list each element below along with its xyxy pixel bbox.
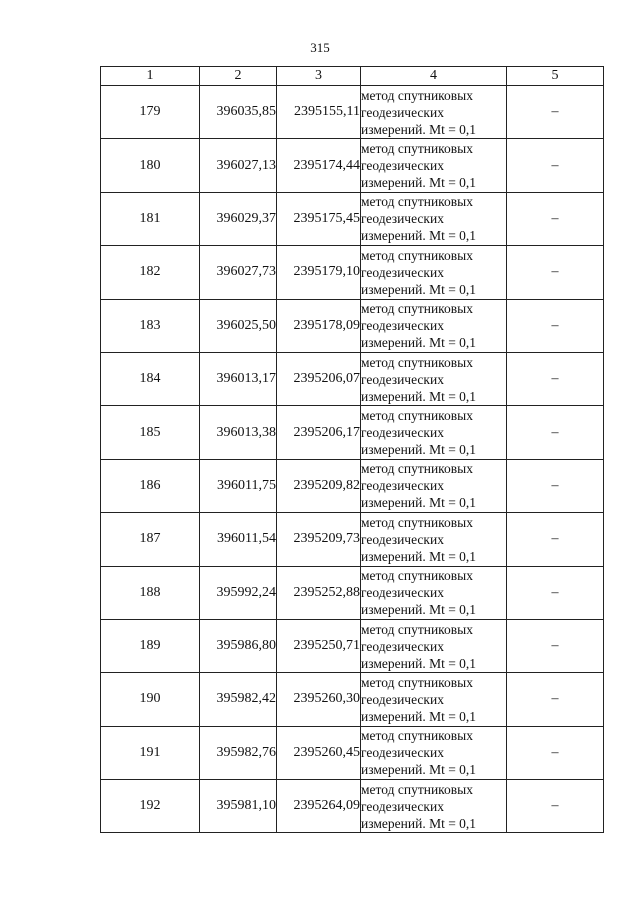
- point-number-cell: 179: [101, 86, 200, 139]
- method-cell: метод спутниковых геодезических измерений. Mt = 0,1: [361, 406, 507, 459]
- note-cell: –: [507, 673, 604, 726]
- note-cell: –: [507, 459, 604, 512]
- x-coordinate-cell: 396025,50: [200, 299, 277, 352]
- x-coordinate-cell: 396027,13: [200, 139, 277, 192]
- method-cell: метод спутниковых геодезических измерений. Mt = 0,1: [361, 299, 507, 352]
- point-number-cell: 186: [101, 459, 200, 512]
- y-coordinate-cell: 2395179,10: [277, 246, 361, 299]
- method-cell: метод спутниковых геодезических измерений. Mt = 0,1: [361, 459, 507, 512]
- x-coordinate-cell: 395986,80: [200, 619, 277, 672]
- header-col-2: 2: [200, 67, 277, 86]
- table-row: [101, 566, 604, 619]
- header-col-5: 5: [507, 67, 604, 86]
- point-number-cell: 180: [101, 139, 200, 192]
- y-coordinate-cell: 2395250,71: [277, 619, 361, 672]
- table-row: [101, 459, 604, 512]
- table-row: [101, 246, 604, 299]
- x-coordinate-cell: 396013,17: [200, 352, 277, 405]
- table-row: [101, 299, 604, 352]
- x-coordinate-cell: 396035,85: [200, 86, 277, 139]
- method-cell: метод спутниковых геодезических измерений. Mt = 0,1: [361, 673, 507, 726]
- table-row: [101, 139, 604, 192]
- x-coordinate-cell: 396011,54: [200, 513, 277, 566]
- table-row: [101, 619, 604, 672]
- point-number-cell: 181: [101, 192, 200, 245]
- table-row: [101, 352, 604, 405]
- y-coordinate-cell: 2395206,17: [277, 406, 361, 459]
- y-coordinate-cell: 2395260,30: [277, 673, 361, 726]
- method-cell: метод спутниковых геодезических измерений. Mt = 0,1: [361, 192, 507, 245]
- y-coordinate-cell: 2395155,11: [277, 86, 361, 139]
- y-coordinate-cell: 2395260,45: [277, 726, 361, 779]
- y-coordinate-cell: 2395209,73: [277, 513, 361, 566]
- header-col-4: 4: [361, 67, 507, 86]
- note-cell: –: [507, 139, 604, 192]
- point-number-cell: 190: [101, 673, 200, 726]
- table-body: [101, 86, 604, 833]
- y-coordinate-cell: 2395209,82: [277, 459, 361, 512]
- note-cell: –: [507, 513, 604, 566]
- y-coordinate-cell: 2395206,07: [277, 352, 361, 405]
- method-cell: метод спутниковых геодезических измерений. Mt = 0,1: [361, 619, 507, 672]
- point-number-cell: 189: [101, 619, 200, 672]
- table-row: [101, 406, 604, 459]
- x-coordinate-cell: 396029,37: [200, 192, 277, 245]
- x-coordinate-cell: 396011,75: [200, 459, 277, 512]
- x-coordinate-cell: 395981,10: [200, 780, 277, 833]
- y-coordinate-cell: 2395175,45: [277, 192, 361, 245]
- y-coordinate-cell: 2395174,44: [277, 139, 361, 192]
- x-coordinate-cell: 395992,24: [200, 566, 277, 619]
- header-col-3: 3: [277, 67, 361, 86]
- note-cell: –: [507, 246, 604, 299]
- note-cell: –: [507, 299, 604, 352]
- point-number-cell: 184: [101, 352, 200, 405]
- table-row: [101, 513, 604, 566]
- method-cell: метод спутниковых геодезических измерений. Mt = 0,1: [361, 780, 507, 833]
- method-cell: метод спутниковых геодезических измерений. Mt = 0,1: [361, 86, 507, 139]
- note-cell: –: [507, 192, 604, 245]
- method-cell: метод спутниковых геодезических измерений. Mt = 0,1: [361, 726, 507, 779]
- header-row: [101, 67, 604, 86]
- note-cell: –: [507, 86, 604, 139]
- method-cell: метод спутниковых геодезических измерений. Mt = 0,1: [361, 513, 507, 566]
- point-number-cell: 185: [101, 406, 200, 459]
- x-coordinate-cell: 395982,42: [200, 673, 277, 726]
- table-row: [101, 86, 604, 139]
- point-number-cell: 187: [101, 513, 200, 566]
- y-coordinate-cell: 2395178,09: [277, 299, 361, 352]
- method-cell: метод спутниковых геодезических измерений. Mt = 0,1: [361, 566, 507, 619]
- note-cell: –: [507, 726, 604, 779]
- x-coordinate-cell: 396013,38: [200, 406, 277, 459]
- table-row: [101, 726, 604, 779]
- table-row: [101, 673, 604, 726]
- note-cell: –: [507, 566, 604, 619]
- x-coordinate-cell: 396027,73: [200, 246, 277, 299]
- y-coordinate-cell: 2395264,09: [277, 780, 361, 833]
- point-number-cell: 188: [101, 566, 200, 619]
- point-number-cell: 183: [101, 299, 200, 352]
- table-row: [101, 192, 604, 245]
- page-number: 315: [310, 40, 330, 55]
- method-cell: метод спутниковых геодезических измерений. Mt = 0,1: [361, 139, 507, 192]
- y-coordinate-cell: 2395252,88: [277, 566, 361, 619]
- table-header: [101, 67, 604, 86]
- note-cell: –: [507, 406, 604, 459]
- method-cell: метод спутниковых геодезических измерений. Mt = 0,1: [361, 246, 507, 299]
- method-cell: метод спутниковых геодезических измерений. Mt = 0,1: [361, 352, 507, 405]
- header-col-1: 1: [101, 67, 200, 86]
- point-number-cell: 191: [101, 726, 200, 779]
- note-cell: –: [507, 780, 604, 833]
- table-row: [101, 780, 604, 833]
- note-cell: –: [507, 619, 604, 672]
- x-coordinate-cell: 395982,76: [200, 726, 277, 779]
- point-number-cell: 192: [101, 780, 200, 833]
- note-cell: –: [507, 352, 604, 405]
- coordinates-table: [100, 66, 604, 833]
- point-number-cell: 182: [101, 246, 200, 299]
